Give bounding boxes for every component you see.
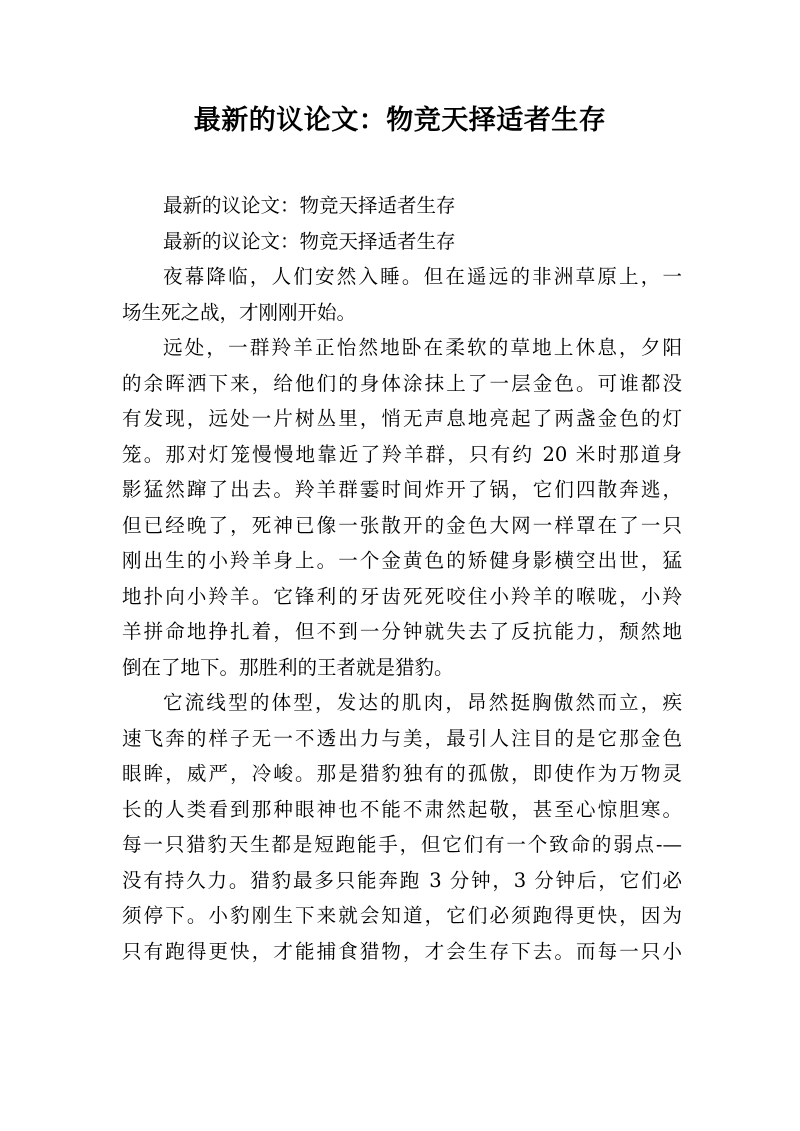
body-line: 最新的议论文：物竞天择适者生存 [163,229,456,253]
document-title: 最新的议论文：物竞天择适者生存 [193,105,607,136]
body-line: 没有持久力。猎豹最多只能奔跑 3 分钟，3 分钟后，它们必 [122,868,682,892]
body-line: 影猛然蹿了出去。羚羊群霎时间炸开了锅，它们四散奔逃， [122,478,682,501]
body-line: 它流线型的体型，发达的肌肉，昂然挺胸傲然而立，疾 [163,691,682,714]
body-line: 眼眸，威严，冷峻。那是猎豹独有的孤傲，即使作为万物灵 [122,762,682,785]
body-line: 每一只猎豹天生都是短跑能手，但它们有一个致命的弱点-— [122,833,682,856]
body-line: 刚出生的小羚羊身上。一个金黄色的矫健身影横空出世，猛 [122,549,682,572]
body-line: 的余晖洒下来，给他们的身体涂抹上了一层金色。可谁都没 [122,371,682,395]
body-line: 远处，一群羚羊正怡然地卧在柔软的草地上休息，夕阳 [163,336,682,359]
body-line: 最新的议论文：物竞天择适者生存 [163,194,456,217]
body-line: 地扑向小羚羊。它锋利的牙齿死死咬住小羚羊的喉咙，小羚 [122,584,682,608]
body-line: 但已经晚了，死神已像一张散开的金色大网一样罩在了一只 [122,513,682,537]
body-line: 倒在了地下。那胜利的王者就是猎豹。 [122,655,454,679]
body-line: 长的人类看到那种眼神也不能不肃然起敬，甚至心惊胆寒。 [122,797,682,821]
body-line: 笼。那对灯笼慢慢地靠近了羚羊群，只有约 20 米时那道身 [122,442,682,466]
body-line: 羊拼命地挣扎着，但不到一分钟就失去了反抗能力，颓然地 [122,620,682,643]
body-line: 须停下。小豹刚生下来就会知道，它们必须跑得更快，因为 [122,904,682,927]
body-line: 有发现，远处一片树丛里，悄无声息地亮起了两盏金色的灯 [122,407,682,430]
body-line: 场生死之战，才刚刚开始。 [122,300,357,324]
body-line: 夜幕降临，人们安然入睡。但在遥远的非洲草原上，一 [163,265,682,288]
body-line: 只有跑得更快，才能捕食猎物，才会生存下去。而每一只小 [122,939,682,963]
document-body [122,188,682,969]
body-line: 速飞奔的样子无一不透出力与美，最引人注目的是它那金色 [122,726,682,750]
